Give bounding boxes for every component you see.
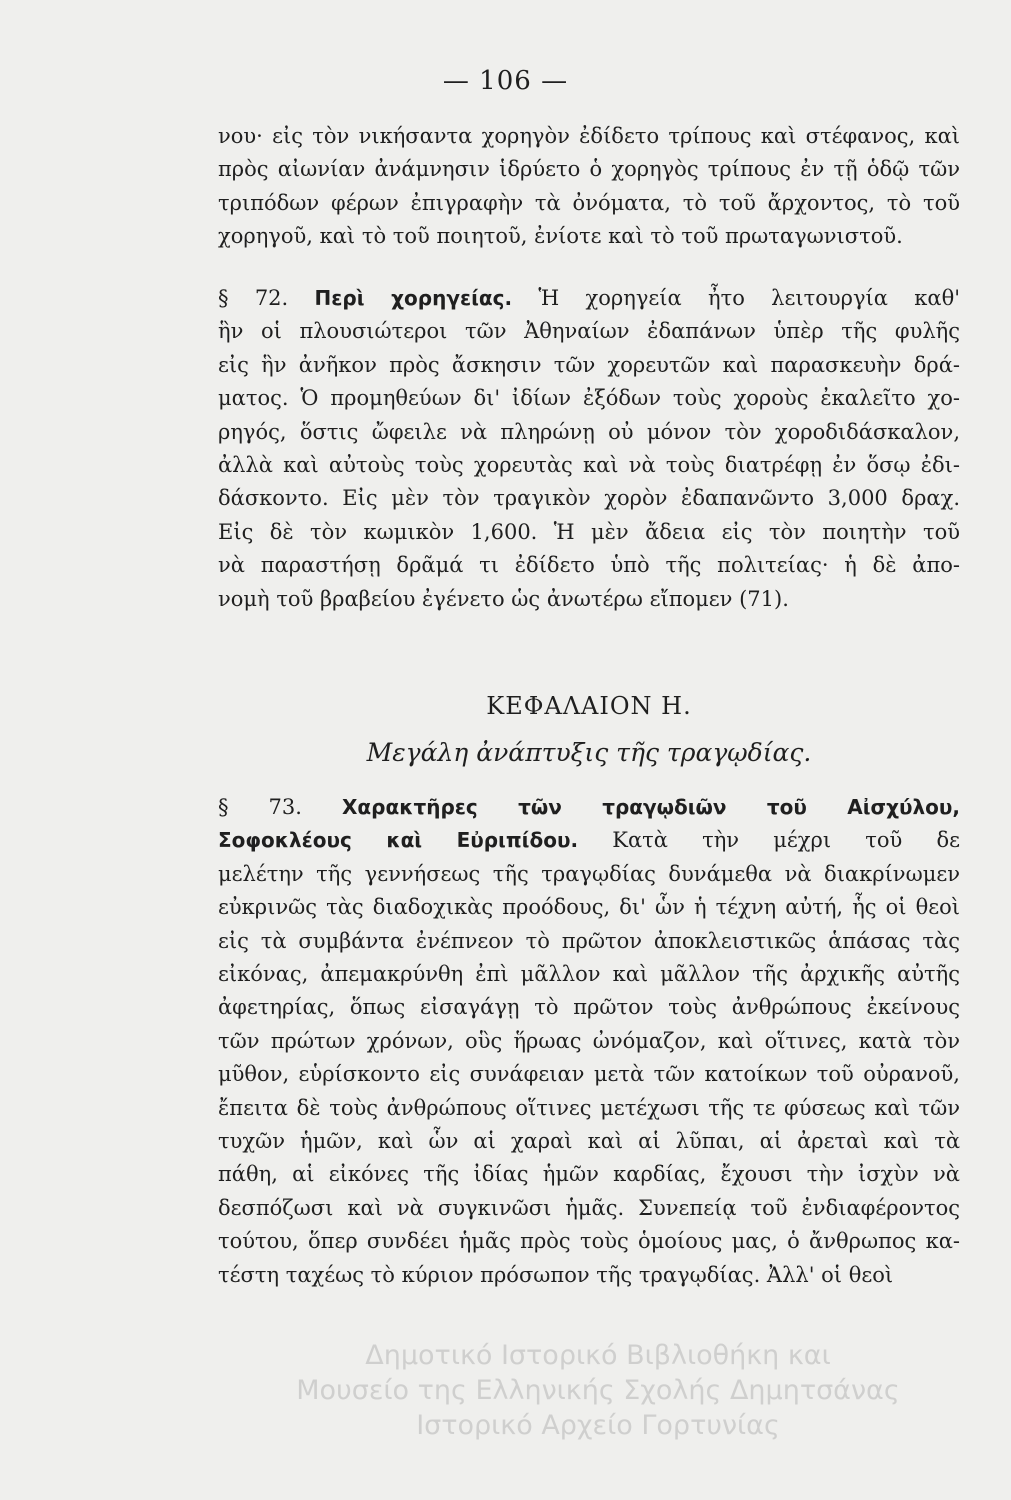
text-line: τυχῶν ἡμῶν, καὶ ὧν αἱ χαραὶ καὶ αἱ λῦπαι, αἱ ἀρεταὶ καὶ τὰ: [218, 1129, 960, 1154]
chapter-title: ΚΕΦΑΛΑΙΟΝ Η.: [486, 692, 692, 720]
text-line: ἔπειτα δὲ τοὺς ἀνθρώπους οἵτινες μετέχωσι τῆς τε φύσεως καὶ τῶν: [218, 1095, 960, 1120]
text-line: νὰ παραστήσῃ δρᾶμά τι ἐδίδετο ὑπὸ τῆς πολιτείας· ἡ δὲ ἀπο-: [218, 553, 960, 578]
text-line: τέστη ταχέως τὸ κύριον πρόσωπον τῆς τραγῳδίας. Ἀλλ' οἱ θεοὶ: [218, 1262, 894, 1287]
page-number: — 106 —: [442, 66, 569, 96]
text-line: Κατὰ τὴν μέχρι τοῦ δε: [612, 828, 960, 853]
text-line: ἀλλὰ καὶ αὐτοὺς τοὺς χορευτὰς καὶ νὰ τοὺς διατρέφῃ ἐν ὅσῳ ἐδι-: [218, 453, 960, 478]
text-line: Εἰς δὲ τὸν κωμικὸν 1,600. Ἡ μὲν ἄδεια εἰς τὸν ποιητὴν τοῦ: [218, 519, 960, 544]
text-line: τούτου, ὅπερ συνδέει ἡμᾶς πρὸς τοὺς ὁμοίους μας, ὁ ἄνθρωπος κα-: [218, 1229, 960, 1254]
section-73-second-line: [218, 824, 960, 857]
section-heading-continued: Σοφοκλέους καὶ Εὐριπίδου.: [218, 828, 579, 853]
text-line: νομὴ τοῦ βραβείου ἐγένετο ὡς ἀνωτέρω εἴπομεν (71).: [218, 586, 789, 611]
text-line: εὐκρινῶς τὰς διαδοχικὰς προόδους, δι' ὧν ἡ τέχνη αὐτή, ἧς οἱ θεοὶ: [218, 895, 960, 920]
watermark-line: Ιστορικό Αρχείο Γορτυνίας: [416, 1410, 780, 1441]
text-line: δεσπόζωσι καὶ νὰ συγκινῶσι ἡμᾶς. Συνεπείᾳ τοῦ ἐνδιαφέροντος: [218, 1195, 960, 1220]
watermark-line: Δημοτικό Ιστορικό Βιβλιοθήκη και: [365, 1340, 831, 1371]
section-heading: Περὶ χορηγείας.: [314, 286, 513, 310]
text-line: πάθη, αἱ εἰκόνες τῆς ἰδίας ἡμῶν καρδίας, ἔχουσι τὴν ἰσχὺν νὰ: [218, 1162, 960, 1187]
text-line: πρὸς αἰωνίαν ἀνάμνησιν ἱδρύετο ὁ χορηγὸς τρίπους ἐν τῇ ὁδῷ τῶν: [218, 157, 960, 182]
chapter-subtitle: Μεγάλη ἀνάπτυξις τῆς τραγῳδίας.: [366, 738, 812, 767]
section-number: § 72.: [218, 286, 289, 310]
watermark-line: Μουσείο της Ελληνικής Σχολής Δημητσάνας: [296, 1375, 900, 1406]
text-line: χορηγοῦ, καὶ τὸ τοῦ ποιητοῦ, ἐνίοτε καὶ τὸ τοῦ πρωταγωνιστοῦ.: [218, 224, 903, 249]
text-line: ἣν οἱ πλουσιώτεροι τῶν Ἀθηναίων ἐδαπάνων ὑπὲρ τῆς φυλῆς: [218, 319, 960, 344]
text-line: ματος. Ὁ προμηθεύων δι' ἰδίων ἐξόδων τοὺς χοροὺς ἐκαλεῖτο χο-: [218, 386, 960, 411]
text-line: νου· εἰς τὸν νικήσαντα χορηγὸν ἐδίδετο τρίπους καὶ στέφανος, καὶ: [218, 124, 960, 148]
text-line: ρηγός, ὅστις ὤφειλε νὰ πληρώνῃ οὐ μόνον τὸν χοροδιδάσκαλον,: [218, 419, 960, 444]
text-line: τριπόδων φέρων ἐπιγραφὴν τὰ ὀνόματα, τὸ τοῦ ἄρχοντος, τὸ τοῦ: [218, 190, 960, 215]
section-73-first-line: [218, 791, 960, 824]
text-line: μελέτην τῆς γεννήσεως τῆς τραγῳδίας δυνάμεθα νὰ διακρίνωμεν: [218, 861, 960, 886]
text-line: τῶν πρώτων χρόνων, οὓς ἥρωας ὠνόμαζον, καὶ οἵτινες, κατὰ τὸν: [218, 1028, 960, 1053]
section-number: § 73.: [218, 795, 302, 819]
section-heading: Χαρακτῆρες τῶν τραγῳδιῶν τοῦ Αἰσχύλου,: [342, 795, 960, 819]
section-72: [218, 282, 960, 616]
text-line: Ἡ χορηγεία ἦτο λειτουργία καθ': [538, 286, 960, 310]
text-line: εἰς τὰ συμβάντα ἐνέπνεον τὸ πρῶτον ἀποκλειστικῶς ἁπάσας τὰς: [218, 928, 960, 953]
text-line: μῦθον, εὑρίσκοντο εἰς συνάφειαν μετὰ τῶν κατοίκων τοῦ οὐρανοῦ,: [218, 1062, 960, 1087]
text-line: δάσκοντο. Εἰς μὲν τὸν τραγικὸν χορὸν ἐδαπανῶντο 3,000 δραχ.: [218, 486, 960, 511]
paragraph-continuation: [218, 120, 960, 254]
text-line: εἰς ἣν ἀνῆκον πρὸς ἄσκησιν τῶν χορευτῶν καὶ παρασκευὴν δρά-: [218, 352, 960, 377]
text-line: εἰκόνας, ἀπεμακρύνθη ἐπὶ μᾶλλον καὶ μᾶλλον τῆς ἀρχικῆς αὐτῆς: [218, 962, 960, 987]
section-73: [218, 791, 960, 1292]
text-line: ἀφετηρίας, ὅπως εἰσαγάγῃ τὸ πρῶτον τοὺς ἀνθρώπους ἐκείνους: [218, 995, 960, 1020]
section-72-first-line: [218, 282, 960, 315]
